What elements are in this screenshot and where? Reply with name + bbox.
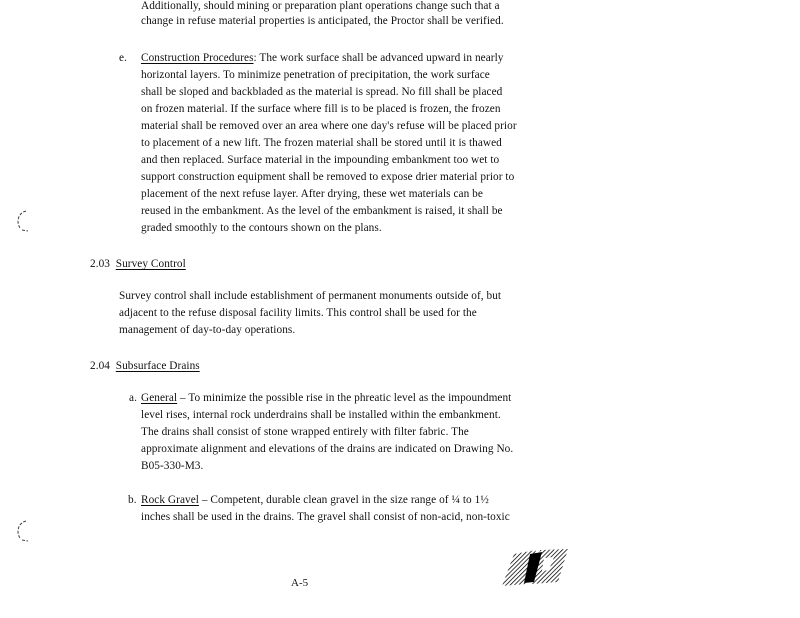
page-number: A-5 [291,577,309,589]
item-b-title: Rock Gravel [141,494,199,506]
item-e-line: on frozen material. If the surface where fill is to be placed is frozen, the frozen [141,103,501,115]
item-b-letter: b. [128,494,137,506]
item-a-title: General [141,392,178,404]
section-203-line: Survey control shall include establishment of permanent monuments outside of, but [119,290,502,302]
item-b-first-line-text: – Competent, durable clean gravel in the size range of ¼ to 1½ [198,494,489,506]
intro-line: Additionally, should mining or preparation plant operations change such that a [141,0,500,12]
item-e-line: to placement of a new lift. The frozen material shall be stored until it is thawed [141,137,502,149]
section-204-number: 2.04 [90,360,110,372]
item-b-line: inches shall be used in the drains. The gravel shall consist of non-acid, non-toxic [141,511,510,523]
item-e-line: and then replaced. Surface material in the impounding embankment too wet to [141,154,500,166]
section-203-title: Survey Control [115,258,186,270]
section-203-line: management of day-to-day operations. [119,324,296,336]
item-e-line: shall be sloped and backbladed as the material is spread. No fill shall be placed [141,86,503,98]
item-a-first-line [141,392,511,404]
item-b-first-line [141,494,489,506]
item-a-letter: a. [129,392,137,404]
item-e-first-line [141,52,503,64]
binder-hole-mark-icon [12,518,34,544]
item-e-line: material shall be removed over an area where one day's refuse will be placed prior [141,120,517,132]
section-204-heading [90,360,200,372]
item-a-line: B05-330-M3. [141,460,204,472]
section-204-title: Subsurface Drains [115,360,200,372]
binder-hole-mark-icon [12,208,34,234]
item-e-title: Construction Procedures [141,52,254,64]
section-203-line: adjacent to the refuse disposal facility limits. This control shall be used for the [119,307,477,319]
item-e-line: reused in the embankment. As the level of the embankment is raised, it shall be [141,205,503,217]
stamp-logo-icon [500,548,570,588]
section-203-heading [90,258,186,270]
item-e-line: placement of the next refuse layer. After drying, these wet materials can be [141,188,483,200]
item-e-line: horizontal layers. To minimize penetration of precipitation, the work surface [141,69,490,81]
item-a-line: The drains shall consist of stone wrapped entirely with filter fabric. The [141,426,469,438]
item-a-line: approximate alignment and elevations of the drains are indicated on Drawing No. [141,443,514,455]
item-e-line: graded smoothly to the contours shown on the plans. [141,222,382,234]
item-a-first-line-text: – To minimize the possible rise in the phreatic level as the impoundment [177,392,512,404]
item-e-first-line-text: : The work surface shall be advanced upward in nearly [253,52,504,64]
item-e-line: support construction equipment shall be removed to expose drier material prior to [141,171,515,183]
section-203-number: 2.03 [90,258,110,270]
item-a-line: level rises, internal rock underdrains shall be installed within the embankment. [141,409,501,421]
intro-line: change in refuse material properties is anticipated, the Proctor shall be verified. [141,15,504,27]
item-e-letter: e. [119,52,127,64]
